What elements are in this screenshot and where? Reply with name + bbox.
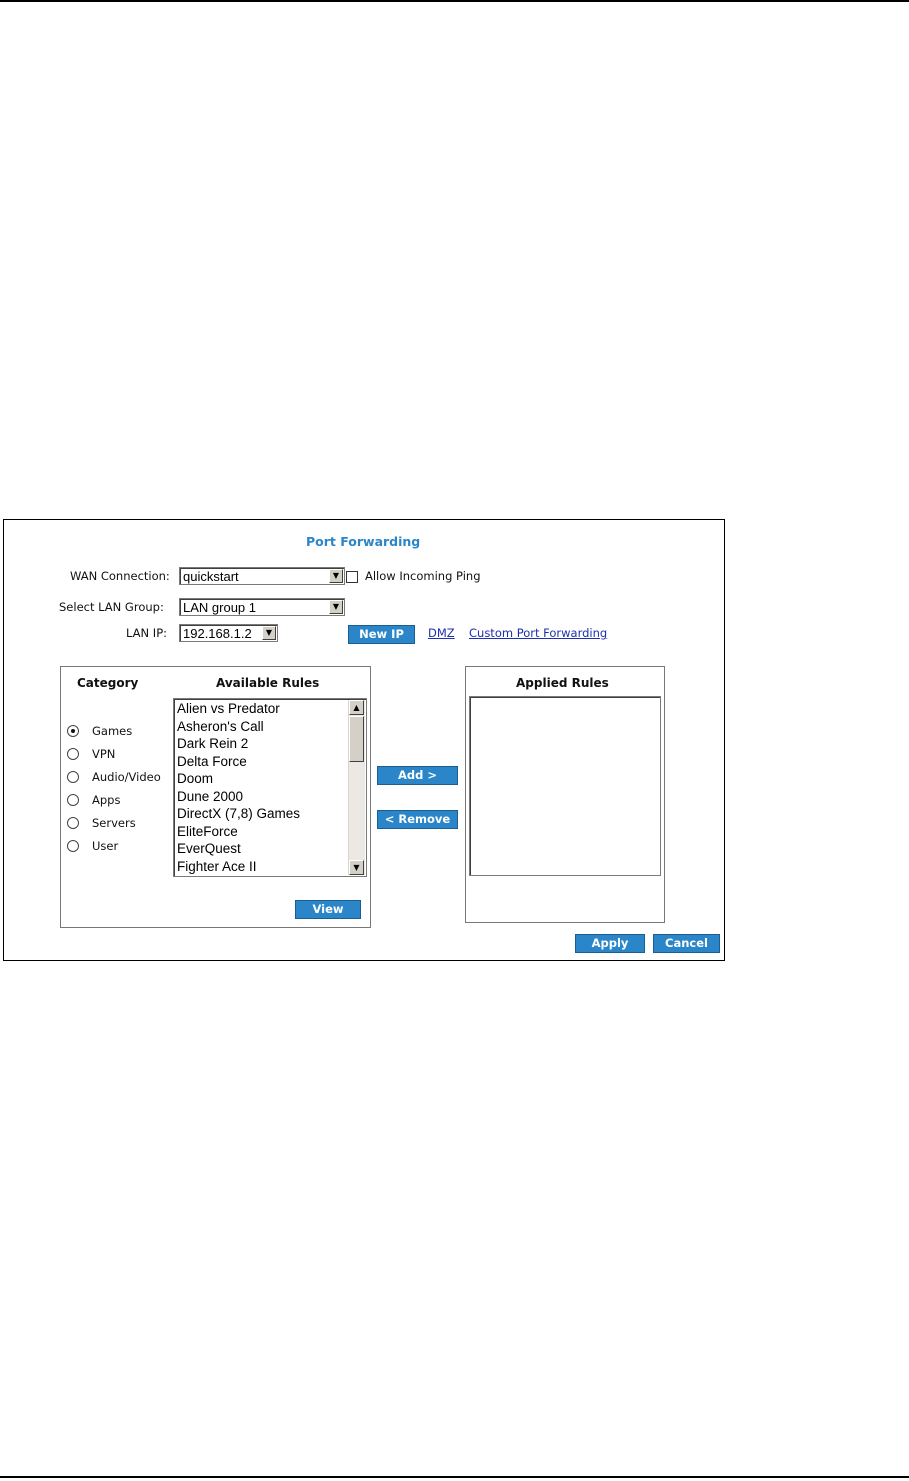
- allow-ping-checkbox[interactable]: [346, 571, 358, 583]
- applied-rules-header: Applied Rules: [516, 676, 609, 690]
- category-header: Category: [77, 676, 139, 690]
- page-bottom-rule: [0, 1476, 909, 1478]
- list-item[interactable]: Alien vs Predator: [177, 701, 280, 716]
- list-item[interactable]: Asheron's Call: [177, 718, 264, 734]
- category-label: Audio/Video: [92, 770, 161, 784]
- list-item[interactable]: Fighter Ace II: [177, 858, 257, 874]
- applied-rules-list[interactable]: [469, 696, 661, 876]
- radio-button[interactable]: [67, 794, 79, 806]
- available-rules-list[interactable]: [173, 698, 367, 877]
- lan-ip-label: LAN IP:: [126, 626, 167, 640]
- applied-rules-panel: [465, 666, 665, 923]
- available-rules-panel: [60, 666, 371, 928]
- vertical-scrollbar[interactable]: [348, 700, 365, 875]
- list-item[interactable]: DirectX (7,8) Games: [177, 806, 301, 821]
- scroll-down-icon[interactable]: ▼: [349, 860, 364, 875]
- port-forwarding-panel: [3, 519, 725, 961]
- list-item[interactable]: Doom: [177, 771, 214, 786]
- list-item[interactable]: EverQuest: [177, 841, 241, 856]
- view-button[interactable]: View: [295, 900, 361, 919]
- available-rules-header: Available Rules: [216, 676, 320, 690]
- apply-button[interactable]: Apply: [575, 934, 645, 953]
- scrollbar-thumb[interactable]: [349, 716, 364, 762]
- page-top-rule: [0, 0, 909, 2]
- category-label: Games: [92, 724, 133, 738]
- radio-button[interactable]: [67, 817, 79, 829]
- wan-connection-label: WAN Connection:: [70, 569, 170, 583]
- add-button[interactable]: Add >: [377, 766, 458, 785]
- radio-button[interactable]: [67, 840, 79, 852]
- dmz-link[interactable]: DMZ: [428, 626, 455, 640]
- available-rules-items: [177, 700, 300, 875]
- radio-button[interactable]: [67, 725, 79, 737]
- list-item[interactable]: Dune 2000: [177, 788, 244, 804]
- lan-ip-select[interactable]: [179, 624, 278, 642]
- custom-port-forwarding-link[interactable]: Custom Port Forwarding: [469, 626, 608, 640]
- scroll-up-icon[interactable]: ▲: [349, 700, 364, 715]
- wan-connection-select[interactable]: [179, 567, 345, 585]
- radio-selected-dot: [71, 729, 75, 733]
- wan-connection-value: quickstart: [183, 569, 239, 584]
- list-item[interactable]: Delta Force: [177, 753, 247, 769]
- new-ip-button[interactable]: New IP: [348, 625, 415, 644]
- lan-group-value: LAN group 1: [183, 600, 256, 615]
- lan-group-label: Select LAN Group:: [59, 600, 164, 614]
- radio-button[interactable]: [67, 771, 79, 783]
- category-label: Apps: [92, 793, 121, 807]
- lan-ip-value: 192.168.1.2: [183, 626, 252, 641]
- chevron-down-icon: ▼: [329, 600, 343, 614]
- list-item[interactable]: EliteForce: [177, 823, 238, 839]
- allow-ping-label: Allow Incoming Ping: [365, 569, 481, 583]
- lan-group-select[interactable]: [179, 598, 345, 616]
- chevron-down-icon: ▼: [262, 626, 276, 640]
- category-label: User: [92, 839, 119, 853]
- chevron-down-icon: ▼: [329, 569, 343, 583]
- page-title: Port Forwarding: [306, 534, 421, 549]
- list-item[interactable]: Dark Rein 2: [177, 736, 249, 751]
- category-label: VPN: [92, 747, 116, 761]
- radio-button[interactable]: [67, 748, 79, 760]
- category-label: Servers: [92, 816, 136, 830]
- remove-button[interactable]: < Remove: [377, 810, 458, 829]
- cancel-button[interactable]: Cancel: [653, 934, 720, 953]
